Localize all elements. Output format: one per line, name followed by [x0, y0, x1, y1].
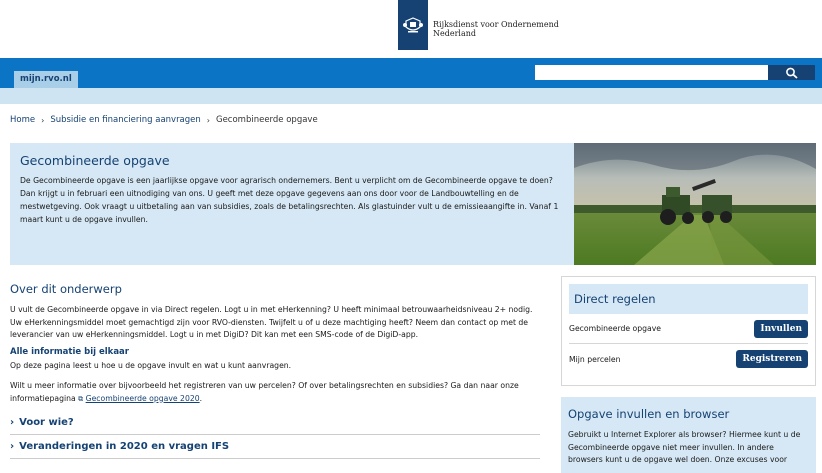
browser-info-panel — [561, 397, 816, 473]
hero-text: De Gecombineerde opgave is een jaarlijkse opgave voor agrarisch ondernemers. Bent u verplicht om de Gecombineerde opgave te doen? Dan krijgt u in februari een uitnodiging van ons. U geeft met deze opgave gegevens aan ons door voor de Landbouwtelling en de mestwetgeving. Ook vraagt u uitbetaling aan van subsidies, zoals de betalingsrechten. Als glastuinder vult u de emissieaangifte in. Vanaf 1 maart kunt u de opgave invullen. — [20, 176, 559, 224]
logo-line-2: Nederland — [433, 29, 477, 38]
chevron-right-icon: › — [10, 441, 15, 452]
browser-panel-title: Opgave invullen en browser — [568, 407, 730, 421]
breadcrumb-subsidie[interactable]: Subsidie en financiering aanvragen — [50, 115, 201, 125]
gecombineerde-opgave-2020-link[interactable]: Gecombineerde opgave 2020 — [85, 393, 200, 403]
section-title: Over dit onderwerp — [10, 282, 122, 296]
row-label: Mijn percelen — [569, 354, 621, 364]
accordion-veranderingen[interactable] — [10, 435, 540, 459]
subheading: Alle informatie bij elkaar — [10, 346, 129, 357]
direct-regelen-row — [569, 344, 808, 374]
accordion-label: Veranderingen in 2020 en vragen IFS — [19, 441, 230, 452]
coat-of-arms-icon — [398, 0, 428, 50]
logo-line-1: Rijksdienst voor Ondernemend — [433, 20, 559, 29]
breadcrumb-home[interactable]: Home — [10, 115, 36, 125]
browser-panel-text: Gebruikt u Internet Explorer als browser? Hiermee kunt u de Gecombineerde opgave niet meer invullen. In andere browsers kunt u de opgave wel doen. Onze excuses voor — [568, 430, 801, 464]
direct-regelen-row — [569, 314, 808, 344]
chevron-right-icon: › — [41, 115, 45, 125]
more-info-text — [10, 380, 540, 405]
more-info-prefix: Wilt u meer informatie over bijvoorbeeld het registreren van uw percelen? Of over betalingsrechten en subsidies? Ga dan naar onze informatiepagina — [10, 381, 519, 403]
chevron-right-icon: › — [10, 417, 15, 428]
invullen-button[interactable]: Invullen — [754, 320, 808, 338]
main-content — [10, 282, 540, 459]
chevron-right-icon: › — [206, 115, 210, 125]
rvo-logo[interactable] — [398, 0, 559, 50]
breadcrumb — [10, 115, 318, 125]
accordion-label: Voor wie? — [19, 417, 74, 428]
more-info-end: . — [199, 393, 203, 403]
hero-image-tractors — [574, 143, 816, 265]
hero-intro — [10, 143, 574, 265]
direct-regelen-title: Direct regelen — [569, 284, 808, 314]
subheading-text: Op deze pagina leest u hoe u de opgave invult en wat u kunt aanvragen. — [10, 360, 292, 370]
search-icon — [785, 67, 799, 79]
logo-wordmark — [433, 20, 559, 38]
row-label: Gecombineerde opgave — [569, 324, 661, 333]
search-button[interactable] — [768, 65, 815, 80]
mijn-rvo-tab[interactable]: mijn.rvo.nl — [14, 71, 78, 88]
search-input[interactable] — [535, 65, 768, 80]
registreren-button[interactable]: Registreren — [736, 350, 808, 368]
breadcrumb-current: Gecombineerde opgave — [215, 115, 318, 125]
external-link-icon: ⧉ — [78, 394, 84, 403]
direct-regelen-panel — [561, 276, 816, 386]
accordion-voor-wie[interactable] — [10, 411, 540, 435]
intro-text: U vult de Gecombineerde opgave in via Direct regelen. Logt u in met eHerkenning? U heeft minimaal betrouwaarheidsniveau 2+ nodig. Uw eHerkenningsmiddel moet gemachtigd zijn voor RVO-diensten. Twijfelt u of u deze machtiging heeft? Neem dan contact op met de leverancier van uw eHerkenningsmiddel. Logt u in met DigiD? Dit kan met een SMS-code of de DigiD-app. — [10, 305, 533, 339]
sub-navbar — [0, 88, 822, 104]
page-title: Gecombineerde opgave — [20, 153, 170, 168]
